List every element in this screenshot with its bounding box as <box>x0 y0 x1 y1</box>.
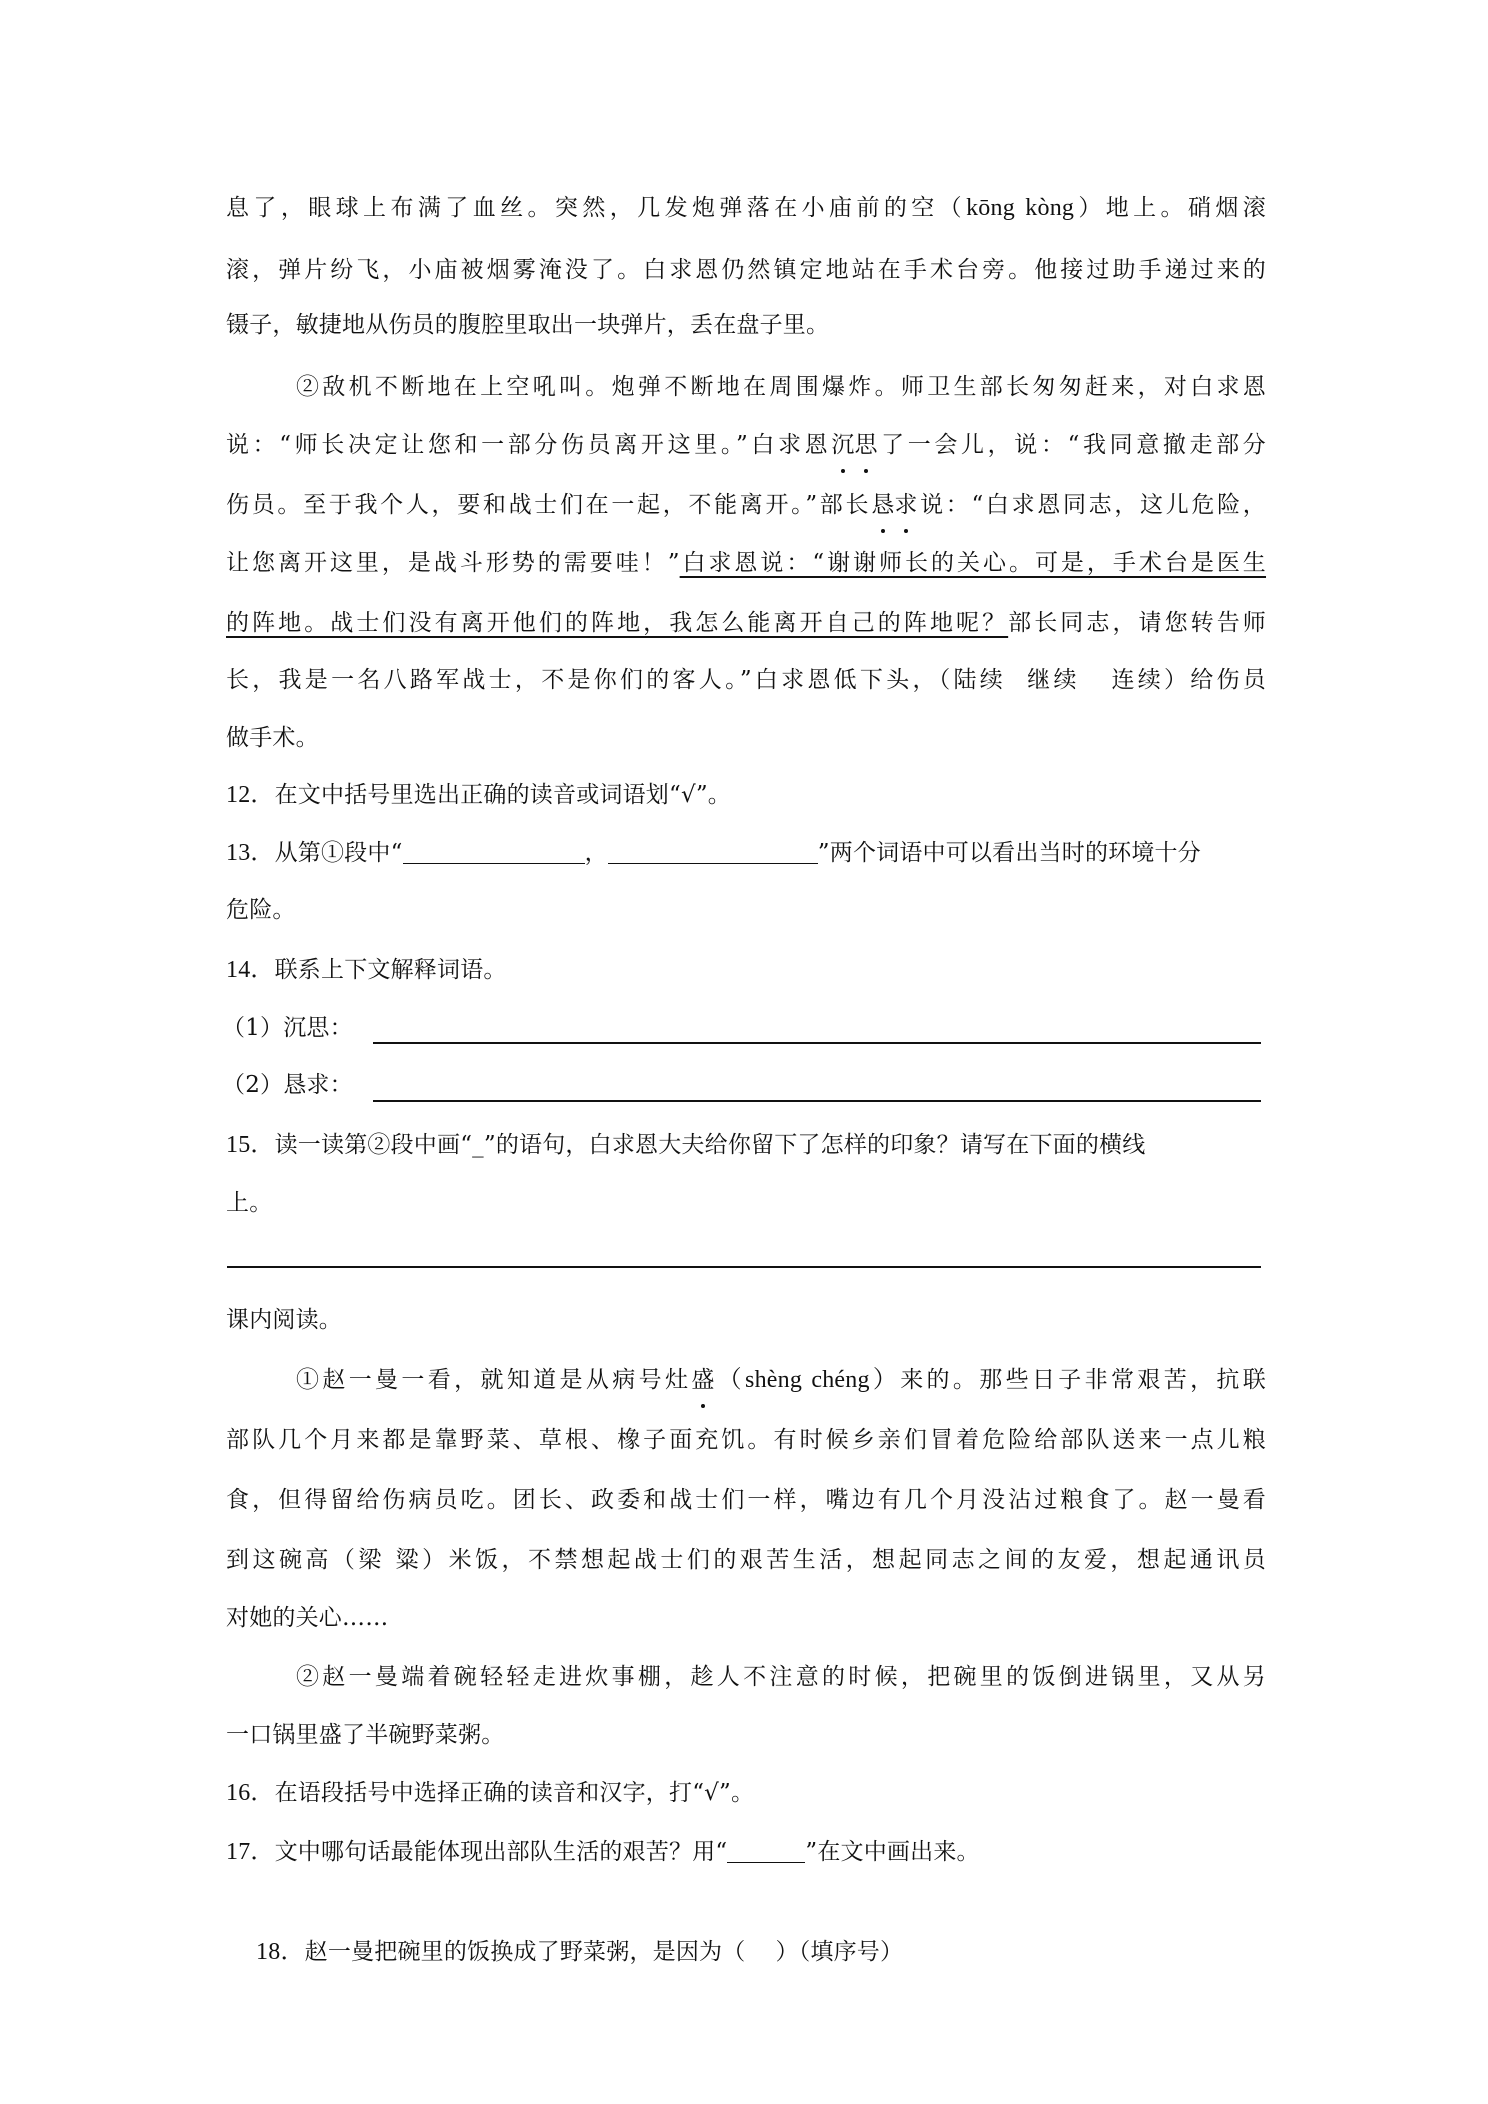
text-segment: 让您离开这里，是战斗形势的需要哇！” <box>226 550 680 576</box>
s2-para1-line-5: 对她的关心…… <box>226 1605 389 1631</box>
pinyin-options: kōng kòng <box>966 195 1075 221</box>
s2-para2-line-1: ②赵一曼端着碗轻轻走进炊事棚，趁人不注意的时候，把碗里的饭倒进锅里，又从另 <box>296 1664 1266 1690</box>
emphasis-char: 沉 <box>831 425 854 465</box>
para2-line-7: 做手术。 <box>226 725 319 751</box>
s2-para2-line-2: 一口锅里盛了半碗野菜粥。 <box>226 1722 505 1748</box>
passage1-line-1 <box>226 188 1266 228</box>
text-segment: 了一会儿，说：“我同意撤走部分 <box>877 432 1266 458</box>
question-16 <box>226 1773 1266 1813</box>
para2-line-1: ②敌机不断地在上空吼叫。炮弹不断地在周围爆炸。师卫生部长匆匆赶来，对白求恩 <box>296 374 1266 400</box>
text-segment: 息了，眼球上布满了血丝。突然，几发炮弹落在小庙前的空（ <box>226 195 967 221</box>
text-segment: 来的。那些日子非常艰苦，抗联 <box>900 1367 1266 1393</box>
s2-para1-line-2: 部队几个月来都是靠野菜、草根、橡子面充饥。有时候乡亲们冒着危险给部队送来一点儿粮 <box>226 1427 1266 1453</box>
text-segment: 伤员。至于我个人，要和战士们在一起，不能离开。”部长 <box>226 492 872 518</box>
question-text: 文中哪句话最能体现出部队生活的艰苦？用“ <box>274 1839 728 1865</box>
text-segment: ①赵一曼一看，就知道是从病号灶 <box>296 1367 692 1393</box>
underline-sample <box>727 1834 805 1863</box>
s2-para1-line-4: 到这碗高（梁 粱）米饭，不禁想起战士们的艰苦生活，想起同志之间的友爱，想起通讯员 <box>226 1547 1266 1573</box>
question-text: 在语段括号中选择正确的读音和汉字，打“√”。 <box>274 1780 755 1806</box>
question-text: 联系上下文解释词语。 <box>274 957 507 983</box>
text-segment: 说：“师长决定让您和一部分伤员离开这里。”白求恩 <box>226 432 832 458</box>
question-18 <box>226 1892 1266 1965</box>
question-number: 13． <box>226 840 275 866</box>
question-14 <box>226 950 1266 990</box>
underlined-sentence: 白求恩说：“谢谢师长的关心。可是，手术台是医生 <box>679 550 1267 576</box>
question-text: 从第①段中“ <box>274 840 403 866</box>
text-segment: ）地上。硝烟滚 <box>1074 195 1266 221</box>
question-14-item-2: （2）恳求： <box>222 1072 353 1098</box>
s2-para1-line-1 <box>226 1360 1266 1400</box>
question-12 <box>226 775 1266 815</box>
answer-line-3[interactable] <box>227 1266 1261 1268</box>
question-15-cont: 上。 <box>226 1190 273 1216</box>
question-text: ”两个词语中可以看出当时的环境十分 <box>817 840 1201 866</box>
emphasis-char: 求 <box>894 485 917 525</box>
question-number: 15． <box>226 1132 275 1158</box>
passage1-line-3: 镊子，敏捷地从伤员的腹腔里取出一块弹片，丢在盘子里。 <box>226 312 830 338</box>
question-number: 17． <box>226 1839 275 1865</box>
para2-line-3 <box>226 485 1266 525</box>
question-17 <box>226 1832 1266 1872</box>
para2-line-6: 长，我是一名八路军战士，不是你们的客人。”白求恩低下头，（陆续 继续 连续）给伤员 <box>226 667 1266 693</box>
emphasis-char: 思 <box>854 425 877 465</box>
question-number: 12． <box>226 782 275 808</box>
question-number: 18． <box>256 1939 305 1965</box>
emphasis-char: 恳 <box>871 485 894 525</box>
text-segment: 部长同志，请您转告师 <box>1008 610 1267 636</box>
question-14-item-1: （1）沉思： <box>222 1015 353 1041</box>
para2-line-5 <box>226 603 1266 643</box>
s2-para1-line-3: 食，但得留给伤病员吃。团长、政委和战士们一样，嘴边有几个月没沾过粮食了。赵一曼看 <box>226 1487 1266 1513</box>
question-text: 读一读第②段中画“_”的语句，白求恩大夫给你留下了怎样的印象？请写在下面的横线 <box>274 1132 1146 1158</box>
pinyin-options: （shèng chéng） <box>714 1367 901 1393</box>
answer-line-2[interactable] <box>373 1100 1261 1102</box>
question-text: ”在文中画出来。 <box>805 1839 980 1865</box>
question-13-cont: 危险。 <box>226 897 296 923</box>
underlined-sentence: 的阵地。战士们没有离开他们的阵地，我怎么能离开自己的阵地呢？ <box>226 610 1009 636</box>
question-text: 在文中括号里选出正确的读音或词语划“√”。 <box>274 782 731 808</box>
answer-blank-2[interactable] <box>608 835 818 864</box>
separator: ， <box>584 840 608 866</box>
answer-line-1[interactable] <box>373 1042 1261 1044</box>
question-number: 14． <box>226 957 275 983</box>
para2-line-4 <box>226 543 1266 583</box>
section-heading: 课内阅读。 <box>226 1307 342 1333</box>
passage1-line-2: 滚，弹片纷飞，小庙被烟雾淹没了。白求恩仍然镇定地站在手术台旁。他接过助手递过来的 <box>226 257 1266 283</box>
question-13 <box>226 833 1266 873</box>
question-number: 16． <box>226 1780 275 1806</box>
question-15 <box>226 1125 1266 1165</box>
para2-line-2 <box>226 425 1266 465</box>
question-text: 赵一曼把碗里的饭换成了野菜粥，是因为（ ）（填序号） <box>304 1939 904 1965</box>
text-segment: 说：“白求恩同志，这儿危险， <box>917 492 1266 518</box>
emphasis-char: 盛 <box>691 1360 714 1400</box>
answer-blank-1[interactable] <box>403 835 585 864</box>
